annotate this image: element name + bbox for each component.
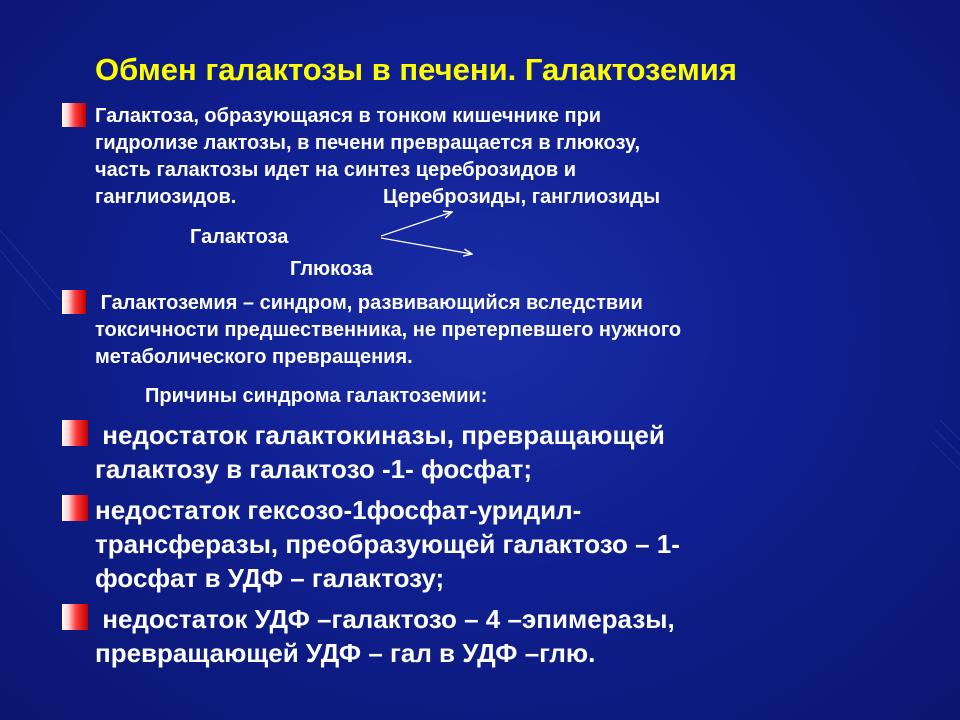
paragraph-line: метаболического превращения. [95,346,413,368]
paragraph-line [95,290,681,317]
slide-title: Обмен галактозы в печени. Галактоземия [95,52,737,87]
scheme-source: Галактоза [190,226,289,248]
scheme-target: Глюкоза [290,258,373,280]
paragraph-galactosemia [95,290,681,371]
bullet-icon [62,420,88,446]
cause-line: трансферазы, преобразующей галактозо – 1- [95,529,680,559]
cause-line: фосфат в УДФ – галактозу; [95,563,445,593]
cause-line: превращающей УДФ – гал в УДФ –глю. [95,638,596,668]
cause-line: недостаток гексозо-1фосфат-уридил- [95,495,582,525]
bullet-icon [62,495,88,521]
cause-line [95,418,665,452]
paragraph-line: часть галактозы идет на синтез цереброзидов и [95,159,577,181]
cause-epimerase [95,602,675,670]
cause-line-text: недостаток УДФ –галактозо – 4 –эпимеразы, [102,604,675,634]
paragraph-line: токсичности предшественника, не претерпевшего нужного [95,319,682,341]
cause-line [95,602,675,636]
cause-galactokinase [95,418,665,486]
scheme-products: Цереброзиды, ганглиозиды [383,186,661,208]
arrow-to-glucose [381,238,472,254]
paragraph-line: ганглиозидов. [95,186,237,208]
arrow-to-cerebrosides [381,212,452,236]
bullet-icon [62,604,88,630]
bullet-icon [62,290,86,314]
paragraph-line-text: Галактоземия – синдром, развивающийся вследствии [100,292,643,314]
cause-line: галактозу в галактозо -1- фосфат; [95,454,532,484]
paragraph-line: гидролизе лактозы, в печени превращается в глюкозу, [95,132,641,154]
paragraph-line: Галактоза, образующаяся в тонком кишечнике при [95,105,602,127]
cause-uridyltransferase [95,493,680,595]
cause-line-text: недостаток галактокиназы, превращающей [102,420,665,450]
causes-heading: Причины синдрома галактоземии: [145,385,488,407]
